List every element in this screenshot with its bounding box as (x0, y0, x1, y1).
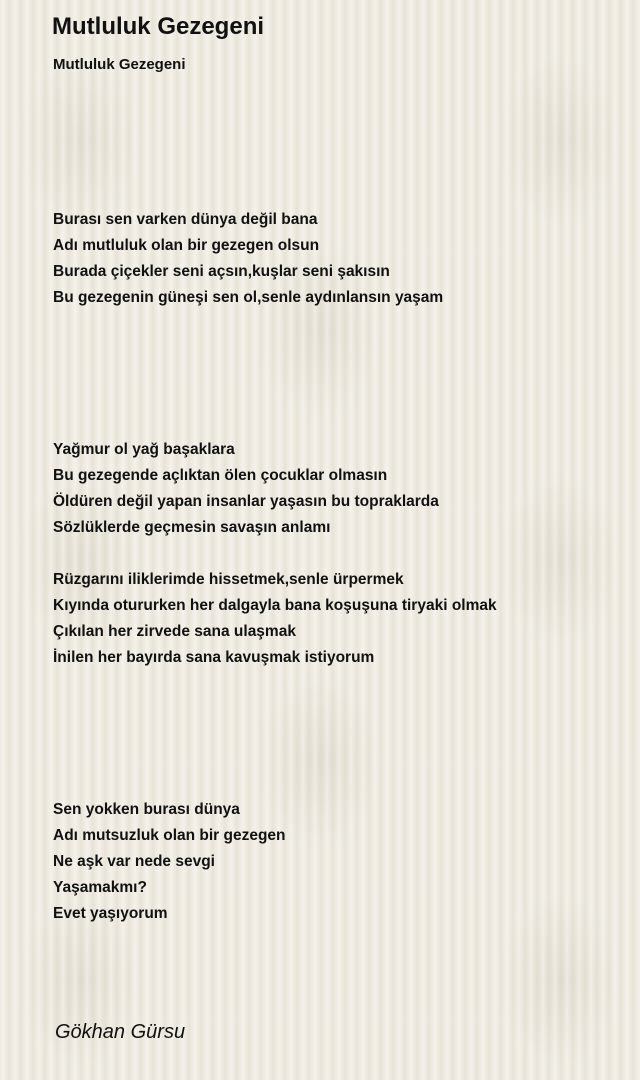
poem-line: İnilen her bayırda sana kavuşmak istiyorum (53, 649, 375, 666)
poem-line: Sözlüklerde geçmesin savaşın anlamı (53, 519, 331, 536)
poem-line: Bu gezegende açlıktan ölen çocuklar olmasın (53, 467, 388, 484)
stanza-2 (53, 437, 439, 541)
stanza-1 (53, 207, 443, 311)
stanza-3 (53, 567, 497, 671)
poem-line: Yağmur ol yağ başaklara (53, 441, 235, 458)
poem-line: Çıkılan her zirvede sana ulaşmak (53, 623, 296, 640)
page-title: Mutluluk Gezegeni (52, 13, 265, 40)
poem-line: Adı mutluluk olan bir gezegen olsun (53, 237, 320, 254)
poem-line: Adı mutsuzluk olan bir gezegen (53, 827, 286, 844)
poem-line: Rüzgarını iliklerimde hissetmek,senle ürpermek (53, 571, 404, 588)
poem-line: Ne aşk var nede sevgi (53, 853, 215, 870)
stanza-4 (53, 797, 286, 927)
poem-line: Yaşamakmı? (53, 879, 147, 896)
poem-line: Evet yaşıyorum (53, 905, 168, 922)
poem-line: Kıyında otururken her dalgayla bana koşuşuna tiryaki olmak (53, 597, 497, 614)
poem-line: Burada çiçekler seni açsın,kuşlar seni şakısın (53, 263, 390, 280)
poem-subtitle: Mutluluk Gezegeni (53, 56, 186, 73)
poem-line: Sen yokken burası dünya (53, 801, 240, 818)
poem-line: Bu gezegenin güneşi sen ol,senle aydınlansın yaşam (53, 289, 444, 306)
poem-line: Burası sen varken dünya değil bana (53, 211, 318, 228)
poem-line: Öldüren değil yapan insanlar yaşasın bu topraklarda (53, 493, 439, 510)
poem-author: Gökhan Gürsu (55, 1021, 186, 1043)
